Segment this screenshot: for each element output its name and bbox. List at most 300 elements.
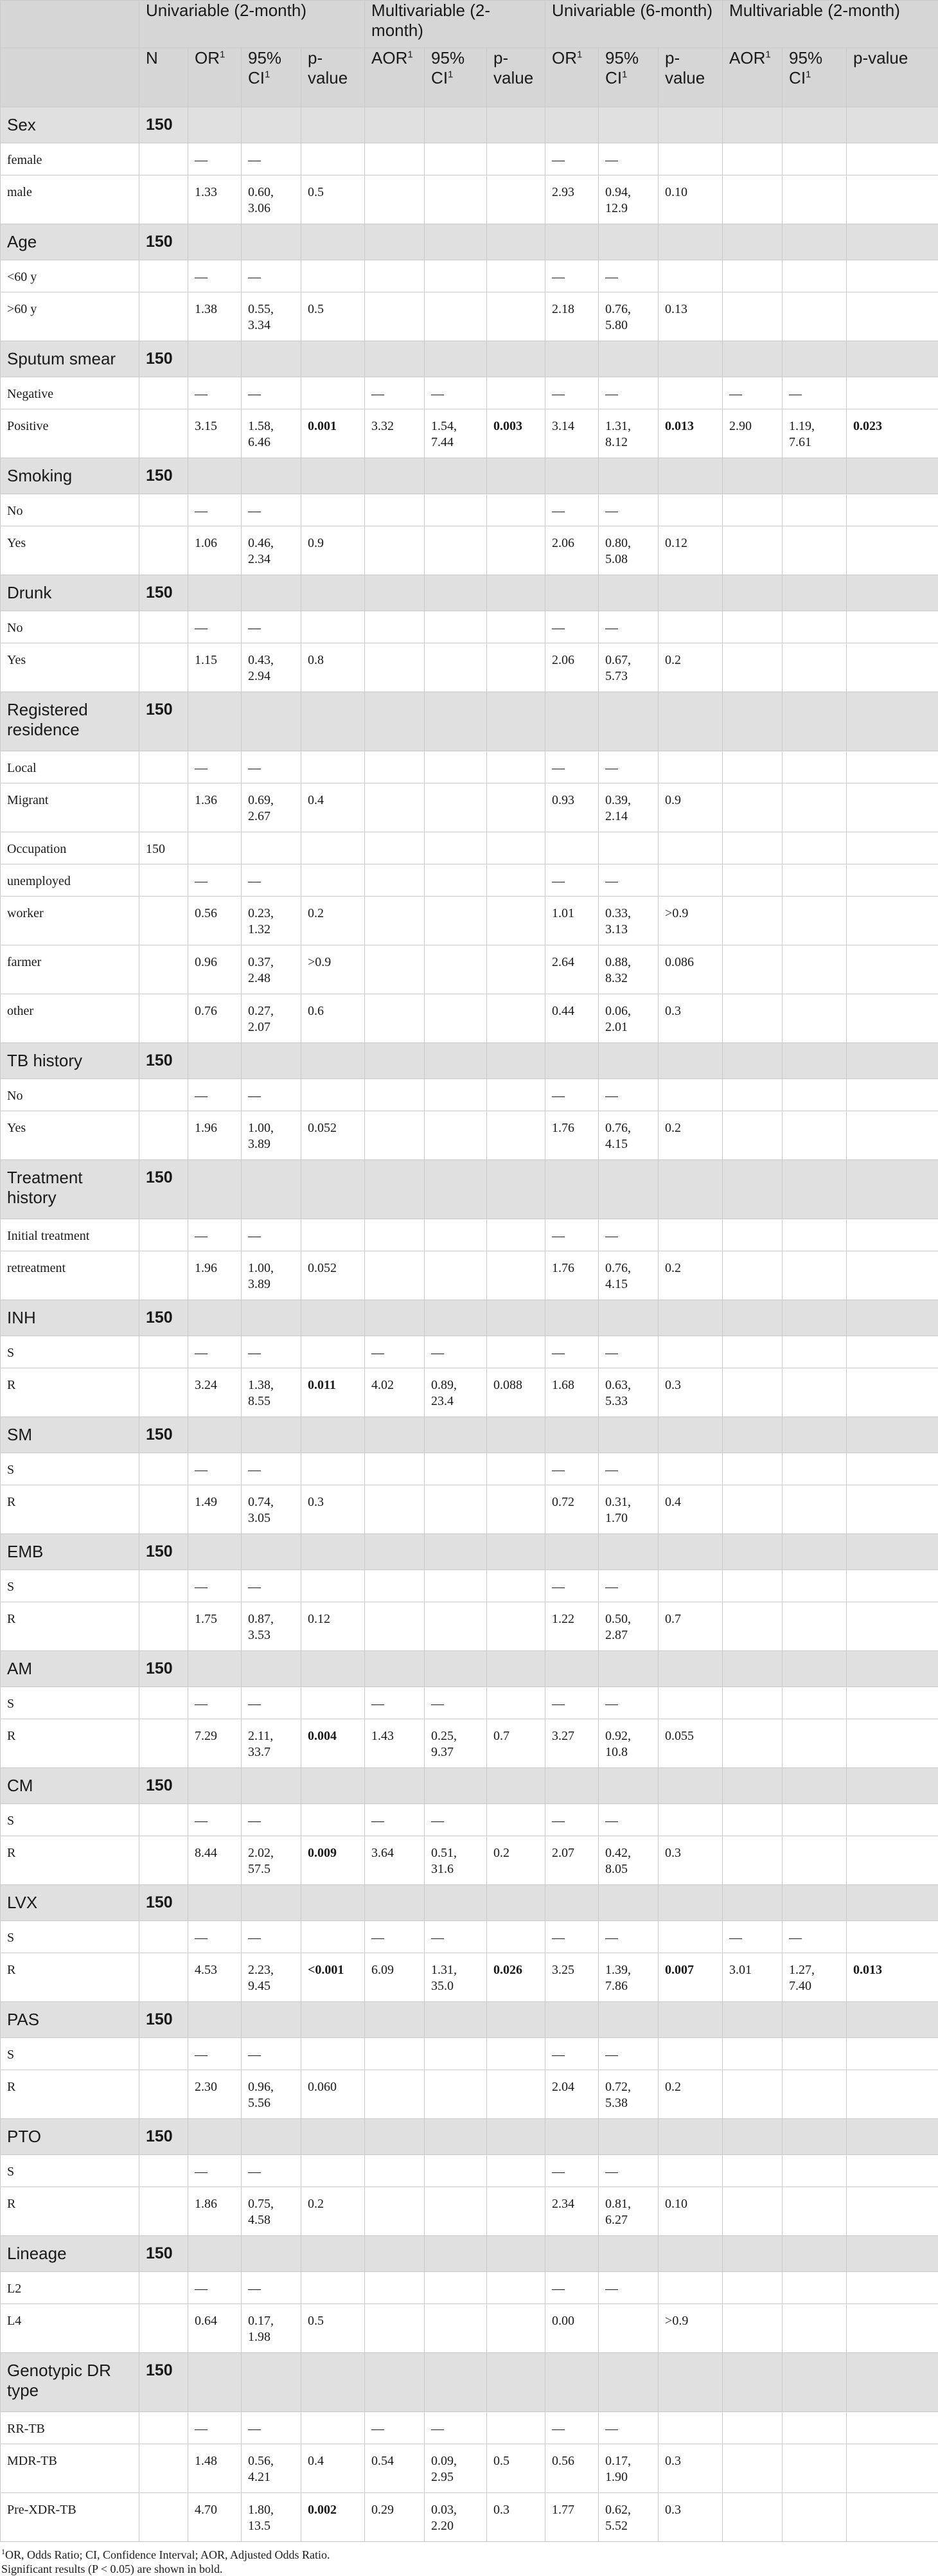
table-row (1, 494, 938, 526)
category-label: CM (1, 1768, 139, 1804)
category-empty-cell (425, 1768, 487, 1804)
table-cell (425, 643, 487, 692)
table-cell (425, 2155, 487, 2187)
category-empty-cell (599, 458, 659, 494)
category-empty-cell (487, 575, 545, 611)
table-cell: — (242, 260, 301, 292)
category-empty-cell (783, 2002, 847, 2038)
category-empty-cell (723, 1160, 783, 1219)
category-n: 150 (139, 224, 188, 260)
table-cell: 0.64 (188, 2304, 242, 2353)
group-header-row (1, 1, 938, 48)
table-cell (301, 832, 365, 864)
table-row (1, 2155, 938, 2187)
table-cell (425, 292, 487, 341)
table-cell (723, 143, 783, 175)
table-cell (723, 260, 783, 292)
table-cell (847, 1079, 938, 1111)
table-cell (425, 1079, 487, 1111)
table-cell: 0.46, 2.34 (242, 526, 301, 575)
row-label: farmer (1, 945, 139, 994)
category-empty-cell (188, 2119, 242, 2155)
category-n: 150 (139, 1768, 188, 1804)
row-label: Yes (1, 643, 139, 692)
table-cell: 0.39, 2.14 (599, 783, 659, 832)
table-cell: — (599, 1921, 659, 1953)
table-cell: 0.009 (301, 1836, 365, 1885)
table-cell (425, 2038, 487, 2070)
table-cell (487, 1485, 545, 1534)
table-row (1, 1453, 938, 1485)
table-cell: 1.77 (545, 2493, 599, 2542)
table-cell (723, 526, 783, 575)
table-cell (487, 175, 545, 224)
category-empty-cell (487, 2236, 545, 2272)
table-cell: — (599, 1453, 659, 1485)
table-cell: 1.39, 7.86 (599, 1953, 659, 2002)
table-cell: 0.67, 5.73 (599, 643, 659, 692)
category-empty-cell (425, 1651, 487, 1687)
table-cell: 2.34 (545, 2187, 599, 2236)
table-cell (783, 1719, 847, 1768)
table-cell: — (188, 1079, 242, 1111)
table-cell: 0.60, 3.06 (242, 175, 301, 224)
table-cell: 1.75 (188, 1602, 242, 1651)
table-cell: — (545, 1570, 599, 1602)
table-cell: 1.58, 6.46 (242, 409, 301, 458)
table-cell: 0.3 (659, 1836, 723, 1885)
table-cell (847, 783, 938, 832)
row-label: worker (1, 897, 139, 945)
table-cell: 0.33, 3.13 (599, 897, 659, 945)
table-cell (847, 1687, 938, 1719)
table-cell (659, 1079, 723, 1111)
table-cell: 3.32 (365, 409, 425, 458)
table-cell: 3.25 (545, 1953, 599, 2002)
table-cell (783, 1219, 847, 1251)
category-empty-cell (188, 692, 242, 751)
table-cell (301, 1219, 365, 1251)
table-cell (365, 2304, 425, 2353)
table-cell: 0.06, 2.01 (599, 994, 659, 1043)
table-cell (487, 1336, 545, 1368)
table-cell (847, 2272, 938, 2304)
table-cell: 0.56 (188, 897, 242, 945)
table-cell (139, 1687, 188, 1719)
category-empty-cell (242, 1651, 301, 1687)
table-cell: 1.96 (188, 1111, 242, 1160)
category-empty-cell (847, 692, 938, 751)
table-cell (365, 2070, 425, 2119)
category-empty-cell (365, 1160, 425, 1219)
table-cell (487, 1602, 545, 1651)
category-empty-cell (242, 1768, 301, 1804)
table-cell: — (599, 494, 659, 526)
table-cell: 0.9 (659, 783, 723, 832)
table-body (1, 107, 938, 2542)
category-empty-cell (301, 1043, 365, 1079)
category-label: INH (1, 1300, 139, 1336)
table-cell (847, 751, 938, 783)
category-empty-cell (659, 224, 723, 260)
table-cell (847, 2444, 938, 2493)
table-cell (139, 1921, 188, 1953)
category-empty-cell (599, 1043, 659, 1079)
category-empty-cell (301, 2002, 365, 2038)
table-cell: — (783, 1921, 847, 1953)
category-empty-cell (783, 2353, 847, 2412)
category-n: 150 (139, 692, 188, 751)
table-row (1, 260, 938, 292)
table-row (1, 1336, 938, 1368)
row-label: No (1, 1079, 139, 1111)
category-empty-cell (847, 1885, 938, 1921)
table-cell (139, 864, 188, 897)
table-cell (659, 1921, 723, 1953)
row-label: Yes (1, 526, 139, 575)
category-empty-cell (723, 575, 783, 611)
table-cell: — (783, 377, 847, 409)
category-n: 150 (139, 1534, 188, 1570)
table-cell (783, 2493, 847, 2542)
category-empty-cell (242, 2353, 301, 2412)
table-cell (847, 897, 938, 945)
table-cell: 0.026 (487, 1953, 545, 2002)
table-cell: — (425, 2412, 487, 2444)
row-label: R (1, 1719, 139, 1768)
category-empty-cell (783, 224, 847, 260)
col-header-aor-4: AOR$^1$ (723, 48, 783, 107)
category-empty-cell (723, 341, 783, 377)
table-cell: — (242, 377, 301, 409)
category-empty-cell (301, 1534, 365, 1570)
category-empty-cell (425, 1043, 487, 1079)
category-n: 150 (139, 1651, 188, 1687)
table-cell (365, 2272, 425, 2304)
table-cell: — (599, 1336, 659, 1368)
table-cell (487, 143, 545, 175)
table-cell (723, 864, 783, 897)
table-cell: 0.37, 2.48 (242, 945, 301, 994)
table-cell (425, 897, 487, 945)
table-cell: — (545, 1079, 599, 1111)
category-empty-cell (783, 1043, 847, 1079)
category-row (1, 2002, 938, 2038)
table-cell: — (425, 1921, 487, 1953)
table-cell: 1.43 (365, 1719, 425, 1768)
table-cell: — (365, 377, 425, 409)
table-cell: 0.51, 31.6 (425, 1836, 487, 1885)
table-cell: 2.23, 9.45 (242, 1953, 301, 2002)
category-empty-cell (487, 107, 545, 143)
category-empty-cell (545, 107, 599, 143)
row-label: male (1, 175, 139, 224)
table-cell (301, 611, 365, 643)
table-cell (365, 1453, 425, 1485)
table-cell (783, 143, 847, 175)
table-cell: — (242, 2155, 301, 2187)
table-cell (783, 2038, 847, 2070)
category-empty-cell (487, 1534, 545, 1570)
table-cell: 0.72 (545, 1485, 599, 1534)
table-cell: — (599, 1804, 659, 1836)
table-cell (783, 1570, 847, 1602)
table-cell: 0.54 (365, 2444, 425, 2493)
category-label: Registered residence (1, 692, 139, 751)
table-cell: 0.96, 5.56 (242, 2070, 301, 2119)
category-empty-cell (545, 1534, 599, 1570)
table-row (1, 2493, 938, 2542)
table-row (1, 1602, 938, 1651)
table-cell (487, 643, 545, 692)
table-cell (425, 1570, 487, 1602)
category-empty-cell (365, 341, 425, 377)
row-label: Pre-XDR-TB (1, 2493, 139, 2542)
table-row (1, 2304, 938, 2353)
table-cell: — (425, 1336, 487, 1368)
table-cell: — (188, 2412, 242, 2444)
table-cell (139, 1219, 188, 1251)
table-cell (139, 494, 188, 526)
table-cell: — (599, 260, 659, 292)
table-cell: — (545, 1804, 599, 1836)
table-cell: 8.44 (188, 1836, 242, 1885)
table-cell (783, 494, 847, 526)
table-cell (723, 611, 783, 643)
table-cell: 0.92, 10.8 (599, 1719, 659, 1768)
row-label: <60 y (1, 260, 139, 292)
category-empty-cell (188, 341, 242, 377)
category-empty-cell (365, 2002, 425, 2038)
category-empty-cell (545, 458, 599, 494)
table-cell (783, 945, 847, 994)
table-cell (139, 994, 188, 1043)
category-label: Drunk (1, 575, 139, 611)
table-row (1, 1251, 938, 1300)
category-empty-cell (425, 575, 487, 611)
table-cell (139, 526, 188, 575)
table-cell (723, 1111, 783, 1160)
table-cell (425, 526, 487, 575)
table-cell (487, 1111, 545, 1160)
table-cell (487, 897, 545, 945)
table-cell: — (242, 143, 301, 175)
category-label: Sputum smear (1, 341, 139, 377)
table-cell (487, 494, 545, 526)
category-empty-cell (242, 2236, 301, 2272)
category-empty-cell (599, 2236, 659, 2272)
category-row (1, 2236, 938, 2272)
table-cell (723, 1079, 783, 1111)
table-cell (242, 832, 301, 864)
category-empty-cell (847, 1768, 938, 1804)
group-header-multivariable-6month: Multivariable (2-month) (723, 1, 938, 48)
table-cell: 0.27, 2.07 (242, 994, 301, 1043)
table-cell (847, 1111, 938, 1160)
row-label: S (1, 1453, 139, 1485)
table-cell: 0.76, 4.15 (599, 1251, 659, 1300)
category-n: 150 (139, 107, 188, 143)
table-cell: — (242, 751, 301, 783)
row-label: S (1, 2155, 139, 2187)
table-cell (365, 1111, 425, 1160)
category-row (1, 341, 938, 377)
table-cell (425, 2272, 487, 2304)
category-empty-cell (545, 2236, 599, 2272)
category-empty-cell (659, 2002, 723, 2038)
table-cell (487, 1921, 545, 1953)
table-cell (847, 292, 938, 341)
table-cell (723, 494, 783, 526)
category-empty-cell (425, 692, 487, 751)
table-cell (783, 1079, 847, 1111)
category-empty-cell (425, 341, 487, 377)
table-cell (487, 1453, 545, 1485)
table-row (1, 1485, 938, 1534)
table-cell (723, 2272, 783, 2304)
table-cell (783, 611, 847, 643)
row-label: S (1, 1687, 139, 1719)
category-empty-cell (847, 2119, 938, 2155)
category-empty-cell (301, 2236, 365, 2272)
row-label: MDR-TB (1, 2444, 139, 2493)
table-cell (365, 1219, 425, 1251)
table-cell (301, 2412, 365, 2444)
table-cell (659, 1336, 723, 1368)
table-cell: 1.33 (188, 175, 242, 224)
table-cell: 0.50, 2.87 (599, 1602, 659, 1651)
table-row (1, 2038, 938, 2070)
category-empty-cell (783, 1417, 847, 1453)
table-cell (425, 2304, 487, 2353)
category-label: EMB (1, 1534, 139, 1570)
table-cell (847, 377, 938, 409)
table-cell: — (599, 143, 659, 175)
table-cell: — (545, 494, 599, 526)
table-cell (425, 2070, 487, 2119)
row-label: L4 (1, 2304, 139, 2353)
table-cell: — (242, 2038, 301, 2070)
category-label: SM (1, 1417, 139, 1453)
footnote-line-1: $^1$OR, Odds Ratio; CI, Confidence Interval; AOR, Adjusted Odds Ratio. (1, 2545, 938, 2562)
category-empty-cell (487, 1417, 545, 1453)
table-cell: 0.9 (301, 526, 365, 575)
table-cell (139, 1570, 188, 1602)
table-cell (365, 643, 425, 692)
category-empty-cell (301, 1651, 365, 1687)
category-empty-cell (545, 1417, 599, 1453)
table-cell: — (545, 2412, 599, 2444)
category-empty-cell (783, 2236, 847, 2272)
category-label: Smoking (1, 458, 139, 494)
table-cell: — (188, 1804, 242, 1836)
table-row (1, 783, 938, 832)
category-empty-cell (847, 575, 938, 611)
category-empty-cell (599, 2119, 659, 2155)
category-empty-cell (242, 107, 301, 143)
table-cell: 0.69, 2.67 (242, 783, 301, 832)
table-cell: — (425, 1804, 487, 1836)
table-cell (425, 1485, 487, 1534)
category-empty-cell (365, 1417, 425, 1453)
table-cell (847, 994, 938, 1043)
table-cell: 0.001 (301, 409, 365, 458)
category-row (1, 1651, 938, 1687)
table-cell (723, 945, 783, 994)
table-cell (847, 643, 938, 692)
table-cell: <0.001 (301, 1953, 365, 2002)
category-empty-cell (425, 1300, 487, 1336)
table-cell (723, 1368, 783, 1417)
table-cell: 0.94, 12.9 (599, 175, 659, 224)
category-empty-cell (487, 1043, 545, 1079)
table-cell (599, 832, 659, 864)
table-cell (139, 409, 188, 458)
table-cell: 0.89, 23.4 (425, 1368, 487, 1417)
category-empty-cell (301, 2353, 365, 2412)
table-cell: 0.31, 1.70 (599, 1485, 659, 1534)
table-cell: — (242, 1804, 301, 1836)
table-cell: 0.12 (301, 1602, 365, 1651)
table-cell: 2.30 (188, 2070, 242, 2119)
category-row (1, 1768, 938, 1804)
table-cell: 0.4 (301, 783, 365, 832)
table-cell (425, 945, 487, 994)
table-row (1, 1368, 938, 1417)
table-cell (783, 260, 847, 292)
header-empty-sub (1, 48, 139, 107)
table-cell (365, 2187, 425, 2236)
table-cell (365, 945, 425, 994)
table-cell (139, 2272, 188, 2304)
table-cell: 2.11, 33.7 (242, 1719, 301, 1768)
category-empty-cell (599, 1885, 659, 1921)
table-cell (847, 1570, 938, 1602)
table-cell: 4.70 (188, 2493, 242, 2542)
category-row (1, 1300, 938, 1336)
table-cell: — (599, 377, 659, 409)
table-cell (723, 2412, 783, 2444)
table-row (1, 643, 938, 692)
table-cell (783, 1368, 847, 1417)
row-label: >60 y (1, 292, 139, 341)
table-cell: — (242, 1453, 301, 1485)
category-empty-cell (599, 692, 659, 751)
column-header-row (1, 48, 938, 107)
category-n: 150 (139, 2353, 188, 2412)
table-cell: 2.64 (545, 945, 599, 994)
table-cell: 0.011 (301, 1368, 365, 1417)
table-cell (487, 1570, 545, 1602)
category-empty-cell (783, 1534, 847, 1570)
table-cell: >0.9 (659, 2304, 723, 2353)
table-cell: — (599, 864, 659, 897)
table-cell (847, 143, 938, 175)
table-cell (139, 2304, 188, 2353)
category-empty-cell (847, 2236, 938, 2272)
table-cell (847, 1485, 938, 1534)
table-cell (301, 2038, 365, 2070)
table-cell: 0.76, 4.15 (599, 1111, 659, 1160)
table-cell (847, 1719, 938, 1768)
table-cell (783, 1687, 847, 1719)
table-cell (723, 643, 783, 692)
table-cell: 0.2 (659, 643, 723, 692)
category-empty-cell (659, 1300, 723, 1336)
table-cell: 0.088 (487, 1368, 545, 1417)
table-cell (783, 897, 847, 945)
category-empty-cell (301, 224, 365, 260)
